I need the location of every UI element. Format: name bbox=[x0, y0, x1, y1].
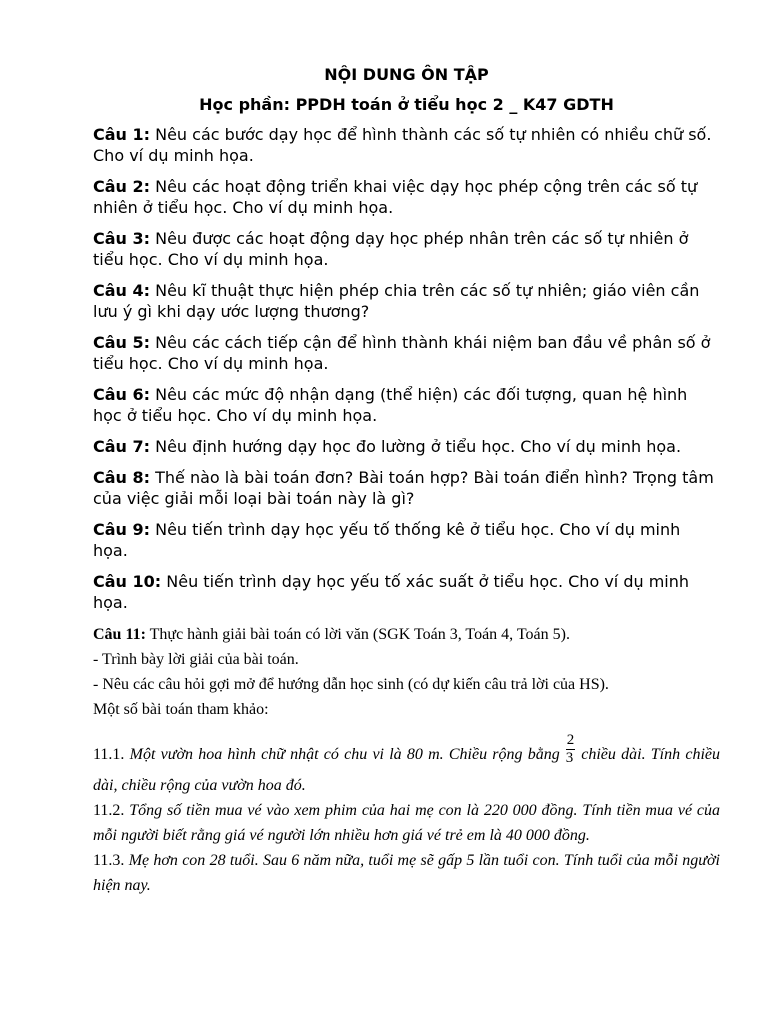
fraction-two-thirds bbox=[566, 732, 576, 767]
question-label: Câu 6: bbox=[93, 385, 151, 404]
question-label: Câu 4: bbox=[93, 281, 151, 300]
example-text: Một vườn hoa hình chữ nhật có chu vi là 80 m. Chiều rộng bằng bbox=[129, 746, 560, 764]
question-text: Nêu kĩ thuật thực hiện phép chia trên các số tự nhiên; giáo viên cần lưu ý gì khi dạy ước lượng thương? bbox=[93, 281, 700, 321]
question-11-text: Thực hành giải bài toán có lời văn (SGK Toán 3, Toán 4, Toán 5). bbox=[145, 626, 570, 643]
question-list bbox=[93, 124, 720, 613]
question-11-section bbox=[93, 622, 720, 898]
example-number: 11.2. bbox=[93, 802, 130, 819]
example-number: 11.1. bbox=[93, 746, 130, 764]
question-11 bbox=[93, 622, 720, 647]
question-label: Câu 10: bbox=[93, 572, 162, 591]
document-page bbox=[93, 62, 720, 898]
reference-heading: Một số bài toán tham khảo: bbox=[93, 701, 269, 718]
example-text: Tổng số tiền mua vé vào xem phim của hai mẹ con là 220 000 đồng. Tính tiền mua vé của mỗi người biết rằng giá vé người lớn nhiều hơn giá vé trẻ em là 40 000 đồng. bbox=[93, 802, 720, 844]
question-item bbox=[93, 228, 720, 270]
question-item bbox=[93, 436, 720, 457]
question-text: Nêu tiến trình dạy học yếu tố thống kê ở tiểu học. Cho ví dụ minh họa. bbox=[93, 520, 681, 560]
fraction-denominator: 3 bbox=[565, 750, 574, 766]
example-11-2 bbox=[93, 798, 720, 848]
question-item bbox=[93, 571, 720, 613]
question-item bbox=[93, 519, 720, 561]
question-text: Nêu các bước dạy học để hình thành các số tự nhiên có nhiều chữ số. Cho ví dụ minh họa. bbox=[93, 125, 712, 165]
instruction-bullet: - Trình bày lời giải của bài toán. bbox=[93, 651, 299, 668]
instruction-bullet: - Nêu các câu hỏi gợi mở để hướng dẫn học sinh (có dự kiến câu trả lời của HS). bbox=[93, 676, 609, 693]
question-label: Câu 9: bbox=[93, 520, 151, 539]
question-label: Câu 1: bbox=[93, 125, 151, 144]
document-title: NỘI DUNG ÔN TẬP bbox=[324, 65, 489, 84]
example-text: chiều dài. Tính chiều dài, chiều rộng của vườn hoa đó. bbox=[93, 746, 720, 794]
example-11-1 bbox=[93, 732, 720, 798]
question-text: Nêu định hướng dạy học đo lường ở tiểu học. Cho ví dụ minh họa. bbox=[150, 437, 682, 456]
question-item bbox=[93, 124, 720, 166]
question-text: Nêu các hoạt động triển khai việc dạy học phép cộng trên các số tự nhiên ở tiểu học. Cho ví dụ minh họa. bbox=[93, 177, 698, 217]
question-item bbox=[93, 384, 720, 426]
question-item bbox=[93, 176, 720, 218]
example-number: 11.3. bbox=[93, 852, 129, 869]
example-11-3 bbox=[93, 848, 720, 898]
question-text: Thế nào là bài toán đơn? Bài toán hợp? Bài toán điển hình? Trọng tâm của việc giải mỗi loại bài toán này là gì? bbox=[93, 468, 714, 508]
question-item bbox=[93, 467, 720, 509]
question-label: Câu 7: bbox=[93, 437, 151, 456]
question-item bbox=[93, 280, 720, 322]
question-text: Nêu tiến trình dạy học yếu tố xác suất ở tiểu học. Cho ví dụ minh họa. bbox=[93, 572, 690, 612]
question-11-label: Câu 11: bbox=[93, 626, 146, 643]
question-label: Câu 3: bbox=[93, 229, 151, 248]
question-label: Câu 2: bbox=[93, 177, 151, 196]
question-label: Câu 8: bbox=[93, 468, 151, 487]
fraction-numerator: 2 bbox=[566, 732, 575, 748]
example-text: Mẹ hơn con 28 tuổi. Sau 6 năm nữa, tuổi mẹ sẽ gấp 5 lần tuổi con. Tính tuổi của mỗi người hiện nay. bbox=[93, 852, 721, 894]
course-subtitle: Học phần: PPDH toán ở tiểu học 2 _ K47 GDTH bbox=[199, 95, 614, 114]
question-text: Nêu được các hoạt động dạy học phép nhân trên các số tự nhiên ở tiểu học. Cho ví dụ minh họa. bbox=[93, 229, 689, 269]
question-text: Nêu các mức độ nhận dạng (thể hiện) các đối tượng, quan hệ hình học ở tiểu học. Cho ví dụ minh họa. bbox=[93, 385, 688, 425]
question-label: Câu 5: bbox=[93, 333, 151, 352]
question-item bbox=[93, 332, 720, 374]
question-text: Nêu các cách tiếp cận để hình thành khái niệm ban đầu về phân số ở tiểu học. Cho ví dụ minh họa. bbox=[93, 333, 711, 373]
